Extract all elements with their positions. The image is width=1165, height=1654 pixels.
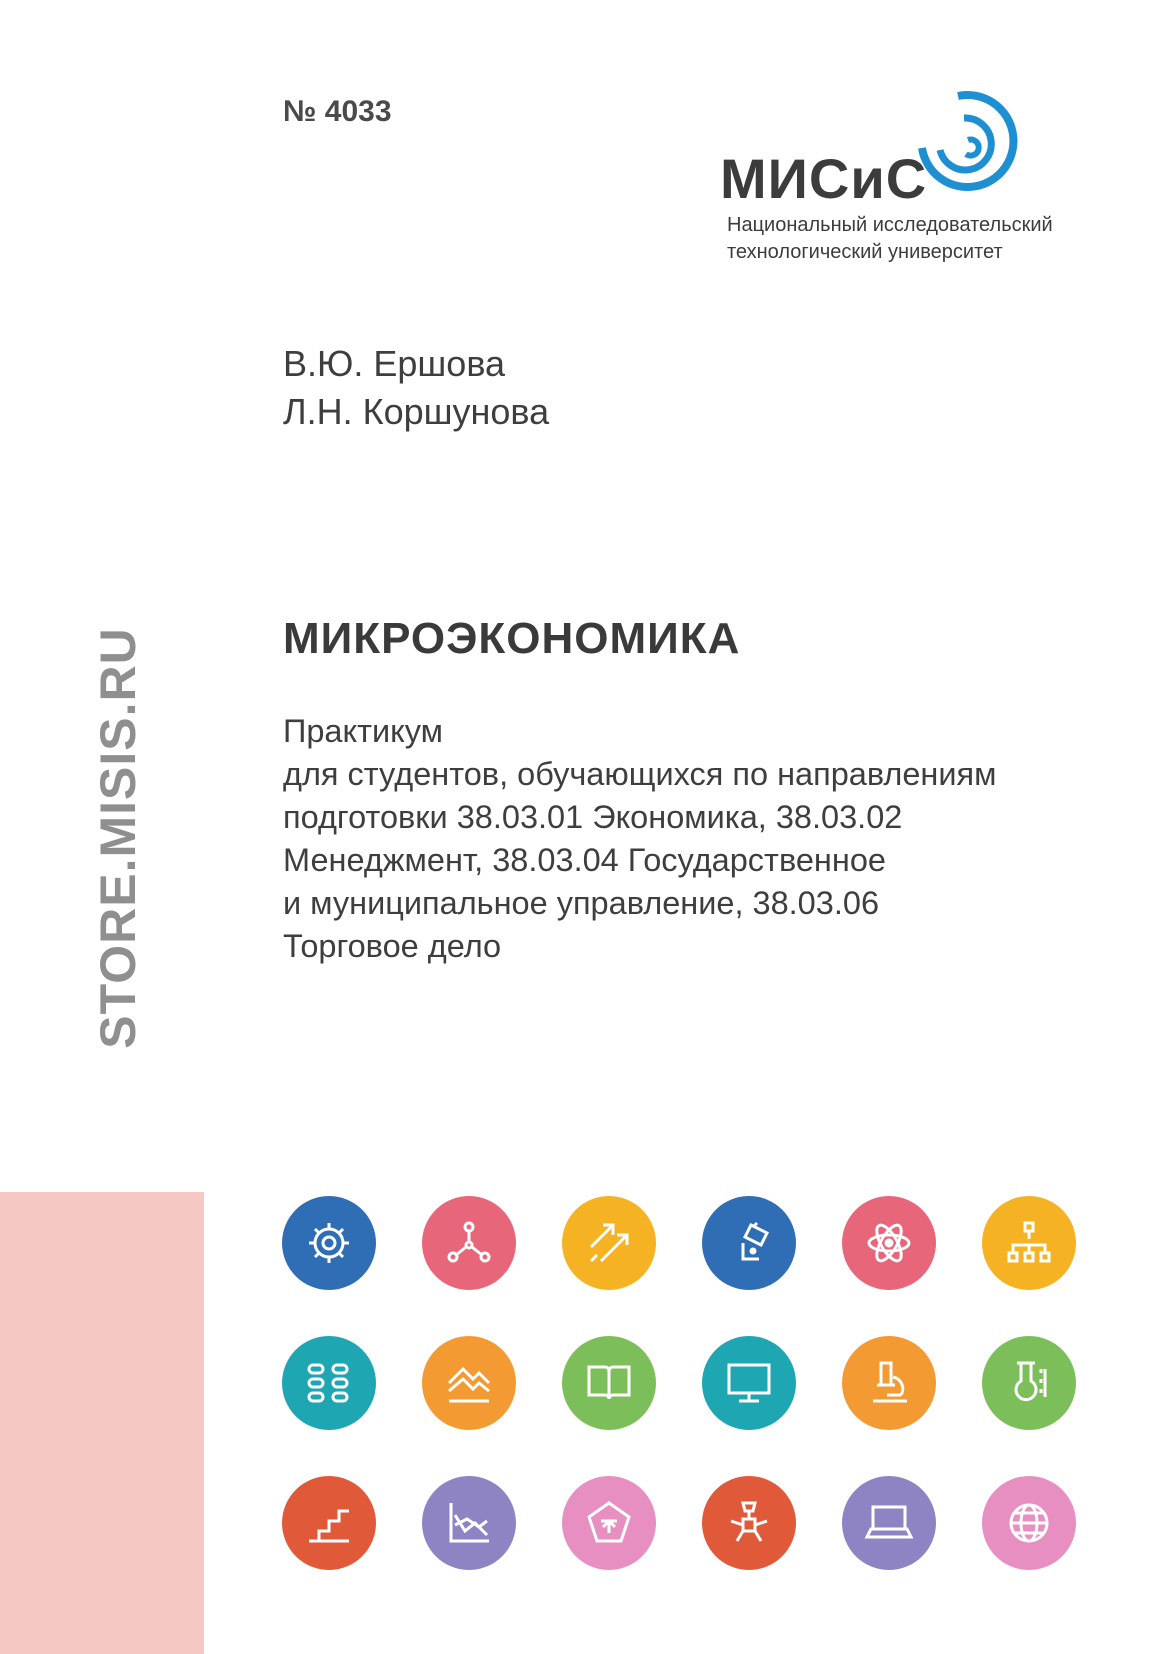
hierarchy-icon — [982, 1196, 1076, 1290]
authors — [283, 340, 549, 436]
logo-subtitle-line: технологический университет — [727, 241, 1003, 263]
globe-icon — [982, 1476, 1076, 1570]
satellite-icon — [702, 1476, 796, 1570]
logo-subtitle-line: Национальный исследовательский — [727, 214, 1053, 236]
side-url: STORE.MISIS.RU — [90, 627, 146, 1049]
description-line: Торговое дело — [283, 928, 502, 964]
gear-icon — [282, 1196, 376, 1290]
molecule-icon — [422, 1196, 516, 1290]
logo-name: МИСиС — [720, 147, 928, 210]
university-logo — [720, 88, 1090, 268]
logo-subtitle — [727, 212, 1053, 266]
description-line: и муниципальное управление, 38.03.06 — [283, 885, 880, 921]
arrows-icon — [562, 1196, 656, 1290]
ladle-icon — [702, 1196, 796, 1290]
description-line: подготовки 38.03.01 Экономика, 38.03.02 — [283, 799, 903, 835]
flask-icon — [982, 1336, 1076, 1430]
book-icon — [562, 1336, 656, 1430]
icon-grid — [280, 1196, 1080, 1616]
laptop-icon — [842, 1476, 936, 1570]
book-description — [283, 710, 1103, 968]
description-line: для студентов, обучающихся по направлениям — [283, 756, 997, 792]
logo-mark-icon — [918, 88, 1018, 198]
graph-icon — [422, 1476, 516, 1570]
stairs-icon — [282, 1476, 376, 1570]
atom-icon — [842, 1196, 936, 1290]
author: Л.Н. Коршунова — [283, 391, 550, 432]
edition-number: № 4033 — [283, 95, 392, 128]
abacus-icon — [282, 1336, 376, 1430]
pink-decorative-bar — [0, 1192, 204, 1654]
author: В.Ю. Ершова — [283, 343, 506, 384]
monitor-icon — [702, 1336, 796, 1430]
microscope-icon — [842, 1336, 936, 1430]
mountains-icon — [422, 1336, 516, 1430]
description-line: Менеджмент, 38.03.04 Государственное — [283, 842, 886, 878]
book-title: МИКРОЭКОНОМИКА — [283, 614, 741, 663]
pentagon-icon — [562, 1476, 656, 1570]
description-line: Практикум — [283, 713, 443, 749]
